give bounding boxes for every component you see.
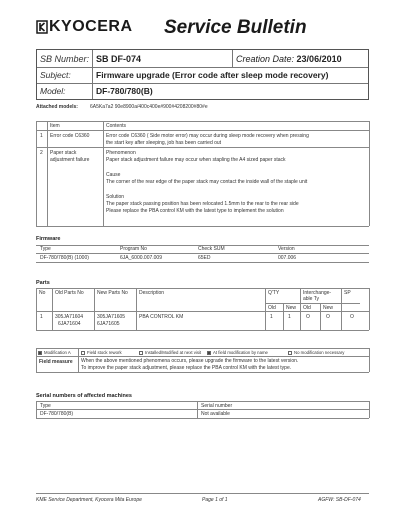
creation-date-label: Creation Date: [236, 54, 295, 64]
checkbox-next-visit-label: Installed/Modified at next visit [145, 350, 202, 355]
brand-name: KYOCERA [49, 18, 133, 35]
checkbox-field-modification-label: At field modification by name [213, 350, 268, 355]
checkbox-icon [81, 351, 85, 355]
parts-sp: O [350, 314, 354, 320]
subject-value: Firmware upgrade (Error code after sleep mode recovery) [96, 70, 329, 80]
checkbox-modification-a-label: Modification A [44, 350, 71, 355]
firmware-header-checksum: Check SUM [198, 246, 225, 252]
checkbox-field-stock [81, 350, 122, 356]
serial-title: Serial numbers of affected machines [36, 393, 132, 399]
sb-number-value: SB DF-074 [93, 50, 233, 68]
attached-models-value: 6A5Ka7a2 90e8900a/400c400e#900#4208200#80#e [90, 104, 208, 110]
issue-2-item-line-1: Paper stack [50, 150, 77, 156]
firmware-program-no: 6JA_6000.007.009 [120, 255, 162, 261]
parts-header-description: Description [139, 290, 165, 296]
serial-number: Not available [201, 411, 230, 417]
issue-1-item: Error code C6360 [50, 133, 90, 139]
issue-2-cause-title: Cause [106, 172, 121, 178]
firmware-header-version: Version [278, 246, 295, 252]
issue-1-line-1: Error code C6360 ( Side motor error) may occur during sleep mode recovery when pressing [106, 133, 309, 139]
checkbox-next-visit [139, 350, 201, 356]
sb-number-label: SB Number: [37, 50, 93, 68]
checkbox-field-modification [207, 350, 268, 356]
parts-header-qty-new: New [286, 305, 297, 311]
checkbox-no-modification-label: No modification necessary [294, 350, 345, 355]
parts-new-no-2: 6JA71605 [97, 321, 120, 327]
parts-header-inter-old: Old [303, 305, 311, 311]
firmware-header-type: Type [40, 246, 51, 252]
footer-page-number: Page 1 of 1 [202, 497, 228, 503]
parts-header-interchangeable: Interchange-able Ty [303, 290, 332, 302]
parts-qty-new: 1 [288, 314, 291, 320]
checked-box-icon [207, 351, 211, 355]
firmware-header-program: Program No [120, 246, 147, 252]
firmware-checksum: 65ED [198, 255, 211, 261]
issue-2-no: 2 [40, 150, 43, 156]
issue-2-cause: The corner of the rear edge of the paper stack may contact the inside wall of the staple unit [106, 179, 308, 185]
parts-title: Parts [36, 280, 50, 286]
creation-date-value: 23/06/2010 [296, 54, 342, 64]
issue-2-item-line-2: adjustment failure [50, 157, 90, 163]
serial-header-number: Serial number [201, 403, 233, 409]
issue-2-phenomenon-title: Phenomenon [106, 150, 136, 156]
parts-inter-old: O [306, 314, 310, 320]
issues-col-contents: Contents [106, 123, 127, 129]
issue-2-solution-line-2: Please replace the PBA control KM with the latest type to implement the solution [106, 208, 284, 214]
bulletin-title: Service Bulletin [164, 17, 307, 38]
parts-header-sp: SP [344, 290, 351, 296]
parts-description: PBA CONTROL KM [139, 314, 184, 320]
issue-2-solution-line-1: The paper stack passing position has been relocated 1.5mm to the rear to the rear side [106, 201, 299, 207]
attached-models-label: Attached models: [36, 104, 78, 110]
firmware-type: DF-780/780(B) (1000) [40, 255, 89, 261]
firmware-title: Firmware [36, 236, 61, 242]
issue-2-solution-title: Solution [106, 194, 125, 200]
checkbox-field-stock-label: Field stock rework [87, 350, 122, 355]
checkbox-icon [288, 351, 292, 355]
subject-label: Subject: [37, 68, 93, 83]
parts-header-qty-old: Old [268, 305, 276, 311]
parts-header-old: Old Parts No [55, 290, 84, 296]
footer-department: KME Service Department, Kyocera Mita Europe [36, 497, 142, 503]
kyocera-logo-icon [36, 20, 48, 34]
issue-2-phenomenon: Paper stack adjustment failure may occur when stapling the A4 sized paper stack [106, 157, 286, 163]
parts-header-no: No [39, 290, 46, 296]
model-value: DF-780/780(B) [96, 86, 153, 96]
field-measure-label: Field measure [39, 359, 73, 365]
parts-old-no-1: 305JA71604 [55, 314, 84, 320]
field-measure-line-1: When the above mentioned phenomena occurs, please upgrade the firmware to the latest version. [81, 358, 299, 364]
field-measure-line-2: To improve the paper stack adjustment, please replace the PBA control KM with the latest type. [81, 365, 292, 371]
footer-document-id: AGFW: SB-DF-074 [318, 497, 361, 503]
serial-type: DF-780/780(B) [40, 411, 74, 417]
model-label: Model: [37, 84, 93, 99]
issue-1-no: 1 [40, 133, 43, 139]
creation-date [233, 50, 368, 68]
firmware-version: 007.006 [278, 255, 297, 261]
bulletin-header-table [36, 49, 369, 100]
parts-qty-old: 1 [270, 314, 273, 320]
parts-new-no-1: 305JA71605 [97, 314, 126, 320]
issues-col-item: Item [50, 123, 60, 129]
serial-header-type: Type [40, 403, 51, 409]
checkbox-no-modification [288, 350, 344, 356]
checked-box-icon [38, 351, 42, 355]
parts-header-new: New Parts No [97, 290, 128, 296]
parts-inter-new: O [326, 314, 330, 320]
checkbox-icon [139, 351, 143, 355]
checkbox-modification-a [38, 350, 71, 356]
parts-old-no-2: 6JA71604 [58, 321, 81, 327]
parts-header-inter-new: New [323, 305, 334, 311]
kyocera-logo [36, 18, 133, 36]
issue-1-line-2: the start key after sleeping, job has been carried out [106, 140, 222, 146]
parts-header-qty: Q'TY [268, 290, 280, 296]
parts-row-no: 1 [40, 314, 43, 320]
